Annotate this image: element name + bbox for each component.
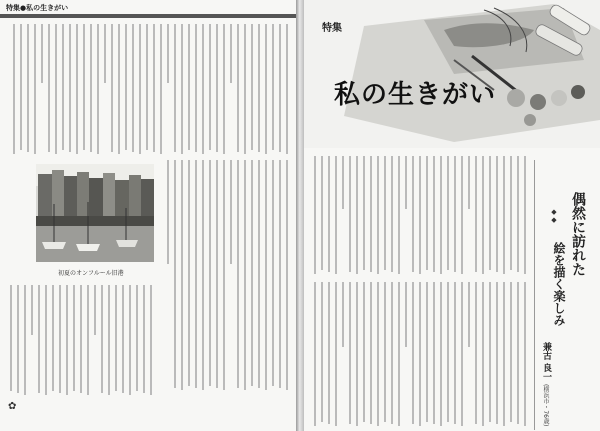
text-line — [223, 24, 225, 154]
text-line — [454, 282, 456, 424]
text-line — [482, 156, 484, 274]
text-line — [90, 24, 92, 152]
text-line — [461, 282, 463, 426]
text-line — [94, 285, 96, 335]
text-line — [426, 282, 428, 422]
text-line — [321, 282, 323, 422]
text-line — [468, 282, 470, 347]
text-line — [314, 156, 316, 274]
text-line — [34, 24, 36, 154]
text-line — [216, 160, 218, 388]
text-line — [24, 285, 26, 395]
text-line — [328, 156, 330, 272]
text-line — [237, 160, 239, 388]
harbor-photo — [36, 164, 154, 262]
right-page — [304, 0, 600, 431]
text-line — [356, 156, 358, 274]
text-line — [342, 156, 344, 209]
text-line — [503, 156, 505, 274]
article-headline-2: 絵を描く楽しみ — [552, 242, 566, 326]
text-line — [314, 282, 316, 426]
book-spine — [296, 0, 304, 431]
text-line — [122, 285, 124, 393]
text-line — [335, 282, 337, 426]
text-line — [251, 160, 253, 386]
text-line — [129, 285, 131, 395]
text-line — [489, 156, 491, 270]
text-line — [426, 156, 428, 270]
running-head: 特集●私の生きがい — [6, 4, 69, 12]
text-line — [517, 156, 519, 272]
text-line — [510, 156, 512, 270]
text-line — [356, 282, 358, 426]
text-line — [41, 24, 43, 83]
text-line — [349, 156, 351, 272]
text-line — [150, 285, 152, 395]
text-line — [31, 285, 33, 335]
text-line — [419, 156, 421, 274]
text-line — [433, 156, 435, 272]
text-line — [188, 160, 190, 386]
text-line — [279, 160, 281, 388]
text-line — [272, 160, 274, 386]
text-line — [216, 24, 218, 152]
left-page — [0, 0, 296, 431]
text-line — [461, 156, 463, 274]
feature-title: 私の生きがい — [334, 80, 497, 110]
text-line — [76, 24, 78, 154]
text-line — [125, 24, 127, 150]
body-text-right-top — [310, 156, 528, 274]
text-line — [398, 156, 400, 274]
text-line — [363, 156, 365, 270]
text-line — [230, 160, 232, 264]
text-line — [447, 282, 449, 422]
text-line — [167, 24, 169, 83]
text-line — [38, 285, 40, 393]
text-line — [440, 282, 442, 426]
body-text-left-block — [6, 285, 154, 395]
text-line — [391, 282, 393, 424]
text-line — [45, 285, 47, 395]
text-line — [272, 24, 274, 150]
text-line — [349, 282, 351, 424]
text-line — [160, 24, 162, 154]
text-line — [286, 160, 288, 390]
text-line — [524, 156, 526, 274]
text-line — [412, 156, 414, 272]
text-line — [139, 24, 141, 154]
text-line — [181, 24, 183, 154]
text-line — [258, 160, 260, 388]
text-line — [391, 156, 393, 272]
text-line — [87, 285, 89, 395]
text-line — [17, 285, 19, 393]
end-mark-icon: ✿ — [8, 401, 17, 412]
text-line — [181, 160, 183, 390]
text-line — [202, 24, 204, 154]
text-line — [433, 282, 435, 424]
text-line — [370, 282, 372, 424]
text-line — [146, 24, 148, 150]
text-line — [496, 156, 498, 272]
author-note: (横浜市・76歳) — [542, 384, 549, 427]
text-line — [475, 156, 477, 272]
photo-caption: 初夏のオンフルール旧港 — [58, 270, 124, 277]
text-line — [202, 160, 204, 390]
text-line — [223, 160, 225, 390]
text-line — [412, 282, 414, 424]
text-line — [132, 24, 134, 152]
text-line — [279, 24, 281, 152]
text-line — [489, 282, 491, 422]
body-text-middle-block — [160, 160, 290, 390]
text-line — [251, 24, 253, 150]
text-line — [195, 160, 197, 388]
text-line — [62, 24, 64, 150]
text-line — [510, 282, 512, 422]
text-line — [115, 285, 117, 391]
text-line — [503, 282, 505, 426]
body-text-top-block — [6, 24, 290, 154]
text-line — [244, 24, 246, 154]
text-line — [55, 24, 57, 154]
text-line — [265, 160, 267, 390]
text-line — [20, 24, 22, 150]
text-line — [377, 282, 379, 426]
text-line — [104, 24, 106, 83]
text-line — [265, 24, 267, 154]
text-line — [447, 156, 449, 270]
text-line — [286, 24, 288, 154]
text-line — [230, 24, 232, 83]
text-line — [48, 24, 50, 152]
text-line — [342, 282, 344, 347]
text-line — [258, 24, 260, 152]
text-line — [440, 156, 442, 274]
text-line — [153, 24, 155, 152]
text-line — [209, 160, 211, 386]
text-line — [167, 160, 169, 264]
text-line — [111, 24, 113, 152]
text-line — [83, 24, 85, 150]
feature-label: 特集 — [322, 23, 342, 34]
text-line — [69, 24, 71, 152]
text-line — [174, 160, 176, 388]
text-line — [468, 156, 470, 209]
text-line — [321, 156, 323, 270]
text-line — [363, 282, 365, 422]
text-line — [419, 282, 421, 426]
text-line — [174, 24, 176, 152]
text-line — [80, 285, 82, 393]
text-line — [27, 24, 29, 152]
text-line — [244, 160, 246, 390]
text-line — [454, 156, 456, 272]
text-line — [384, 282, 386, 422]
text-line — [405, 156, 407, 209]
text-line — [13, 24, 15, 154]
text-line — [66, 285, 68, 395]
text-line — [195, 24, 197, 152]
text-line — [384, 156, 386, 270]
text-line — [108, 285, 110, 395]
text-line — [97, 24, 99, 154]
text-line — [482, 282, 484, 426]
text-line — [237, 24, 239, 152]
text-line — [136, 285, 138, 391]
body-text-right-bottom — [310, 282, 528, 426]
text-line — [52, 285, 54, 391]
header-rule — [0, 14, 296, 18]
text-line — [209, 24, 211, 150]
article-headline-1: 偶然に訪れた — [570, 192, 586, 276]
text-line — [524, 282, 526, 426]
author-name: 兼古 良一 — [541, 342, 551, 382]
text-line — [59, 285, 61, 393]
text-line — [101, 285, 103, 393]
diamond-icon: ◆◆ — [550, 208, 558, 224]
text-line — [143, 285, 145, 393]
text-line — [370, 156, 372, 272]
text-line — [118, 24, 120, 154]
text-line — [10, 285, 12, 391]
text-line — [73, 285, 75, 391]
text-line — [377, 156, 379, 274]
text-line — [517, 282, 519, 424]
text-line — [328, 282, 330, 424]
text-line — [335, 156, 337, 274]
text-line — [475, 282, 477, 424]
text-line — [496, 282, 498, 424]
text-line — [398, 282, 400, 426]
text-line — [405, 282, 407, 347]
text-line — [188, 24, 190, 150]
